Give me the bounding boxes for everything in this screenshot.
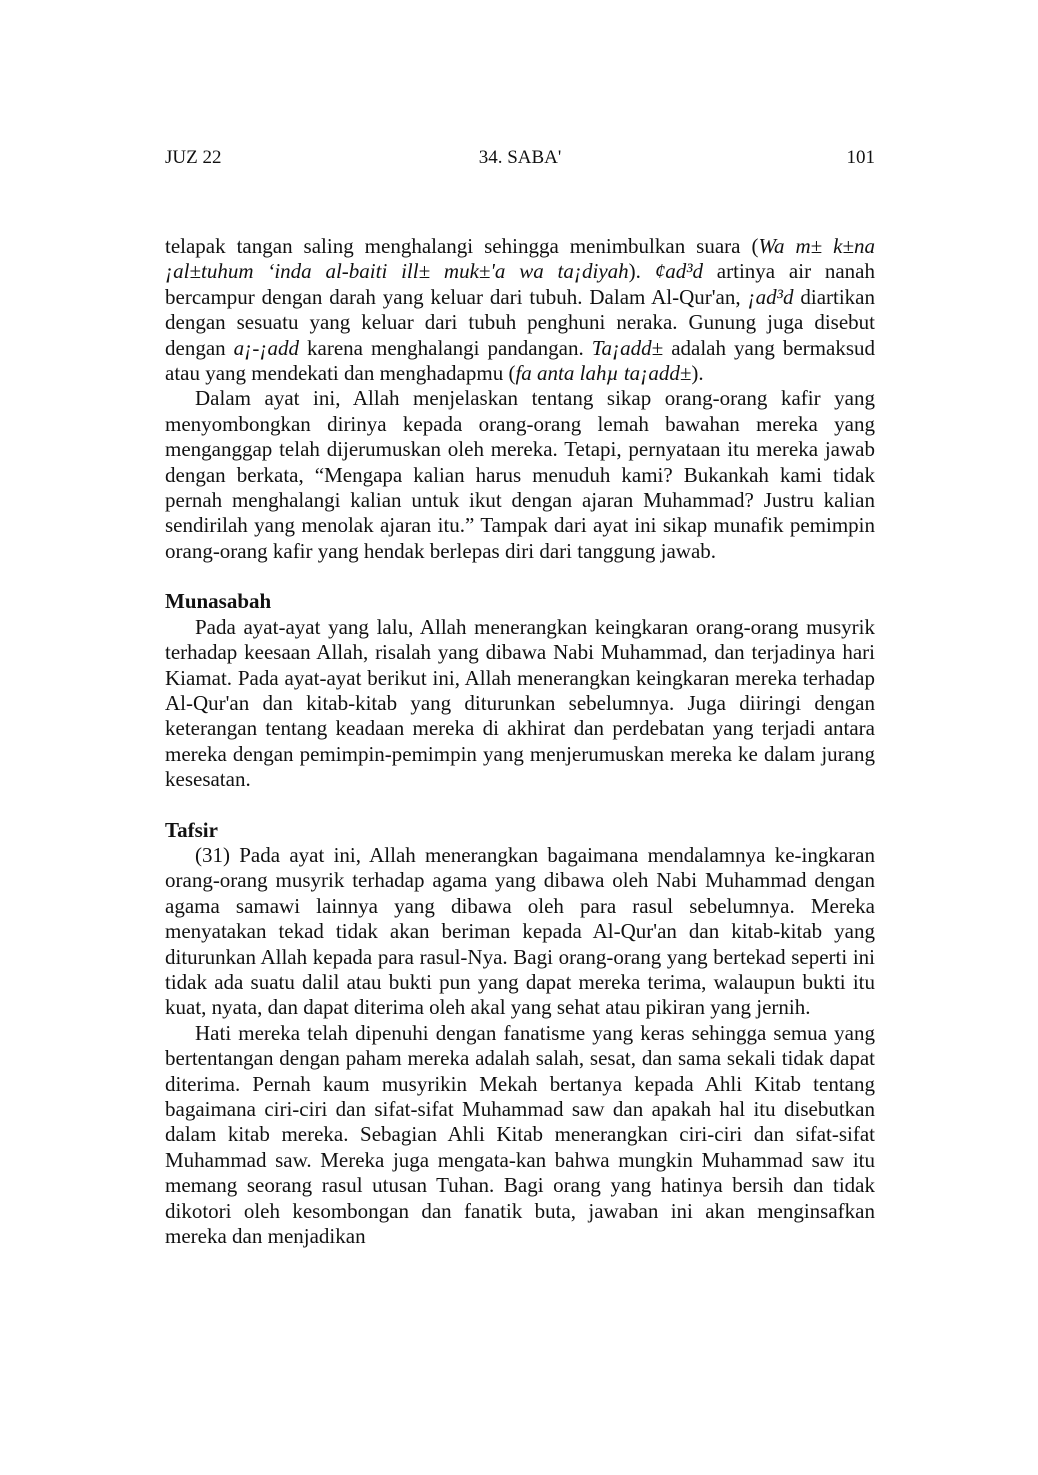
surah-title: 34. SABA' bbox=[478, 147, 562, 168]
paragraph: Dalam ayat ini, Allah menjelaskan tentang sikap orang-orang kafir yang menyombongkan dirinya kepada orang-orang lemah bawahan mereka yang menganggap telah dijerumuskan oleh mereka. Tetapi, pernyataan itu mereka jawab dengan berkata, “Mengapa kalian harus menuduh kami? Bukankah kami tidak pernah menghalangi kalian untuk ikut dengan ajaran Muhammad? Justru kalian sendirilah yang menolak ajaran itu.” Tampak dari ayat ini sikap munafik pemimpin orang-orang kafir yang hendak berlepas diri dari tanggung jawab. bbox=[165, 386, 875, 563]
transliteration: ¢ad³d bbox=[654, 259, 704, 284]
paragraph: Hati mereka telah dipenuhi dengan fanatisme yang keras sehingga semua yang bertentangan dengan paham mereka adalah salah, sesat, dan sama sekali tidak dapat diterima. Pernah kaum musyrikin Mekah bertanya kepada Ahli Kitab tentang bagaimana ciri-ciri dan sifat-sifat Muhammad saw dan apakah hal itu disebutkan dalam kitab mereka. Sebagian Ahli Kitab menerangkan ciri-ciri dan sifat-sifat Muhammad saw. Mereka juga mengata-kan bahwa mungkin Muhammad saw itu memang seorang rasul utusan Tuhan. Bagi orang yang hatinya bersih dan tidak dikotori oleh kesombongan dan fanatik buta, jawaban ini akan menginsafkan mereka dan menjadikan bbox=[165, 1020, 875, 1249]
page-body bbox=[165, 234, 875, 1249]
paragraph: (31) Pada ayat ini, Allah menerangkan bagaimana mendalamnya ke-ingkaran orang-orang musyrik terhadap agama yang dibawa oleh Nabi Muhammad dengan agama samawi lainnya yang dibawa oleh para rasul sebelumnya. Mereka menyatakan tekad tidak akan beriman kepada Al-Qur'an dan kitab-kitab yang diturunkan Allah kepada para rasul-Nya. Bagi orang-orang yang bertekad seperti ini tidak ada suatu dalil atau bukti pun yang dapat mereka terima, walaupun bukti itu kuat, nyata, dan dapat diterima oleh akal yang sehat atau pikiran yang jernih. bbox=[165, 842, 875, 1020]
transliteration: Wa m± k±na ¡al±tuhum ‘inda al-baiti ill± muk±'a wa ta¡diyah bbox=[165, 234, 875, 284]
section-heading-munasabah: Munasabah bbox=[165, 589, 272, 614]
transliteration: Ta¡add± bbox=[591, 335, 664, 360]
transliteration: a¡-¡add bbox=[233, 335, 300, 360]
paragraph-continued: telapak tangan saling menghalangi sehingga menimbulkan suara (Wa m± k±na ¡al±tuhum ‘inda al-baiti ill± muk±'a wa ta¡diyah). ¢ad³d artinya air nanah bercampur dengan darah yang keluar dari tubuh. Dalam Al-Qur'an, ¡ad³d diartikan dengan sesuatu yang keluar dari tubuh penghuni neraka. Gunung juga disebut dengan a¡-¡add karena menghalangi pandangan. Ta¡add± adalah yang bermaksud atau yang mendekati dan menghadapmu (fa anta lahµ ta¡add±). bbox=[165, 234, 876, 386]
juz-label: JUZ 22 bbox=[165, 147, 222, 168]
section-gap bbox=[165, 793, 875, 818]
page-number: 101 bbox=[846, 147, 875, 168]
paragraph: Pada ayat-ayat yang lalu, Allah menerangkan keingkaran orang-orang musyrik terhadap keesaan Allah, risalah yang dibawa Nabi Muhammad, dan terjadinya hari Kiamat. Pada ayat-ayat berikut ini, Allah menerangkan keingkaran mereka terhadap Al-Qur'an dan kitab-kitab yang diturunkan sebelumnya. Juga diiringi dengan keterangan tentang keadaan mereka di akhirat dan perdebatan yang terjadi antara mereka dengan pemimpin-pemimpin yang menjerumuskan mereka ke dalam jurang kesesatan. bbox=[165, 614, 875, 792]
transliteration: fa anta lahµ ta¡add± bbox=[515, 361, 692, 386]
section-gap bbox=[165, 564, 875, 589]
transliteration: ¡ad³d bbox=[747, 284, 794, 309]
running-header bbox=[165, 146, 875, 170]
section-heading-tafsir: Tafsir bbox=[165, 817, 218, 842]
